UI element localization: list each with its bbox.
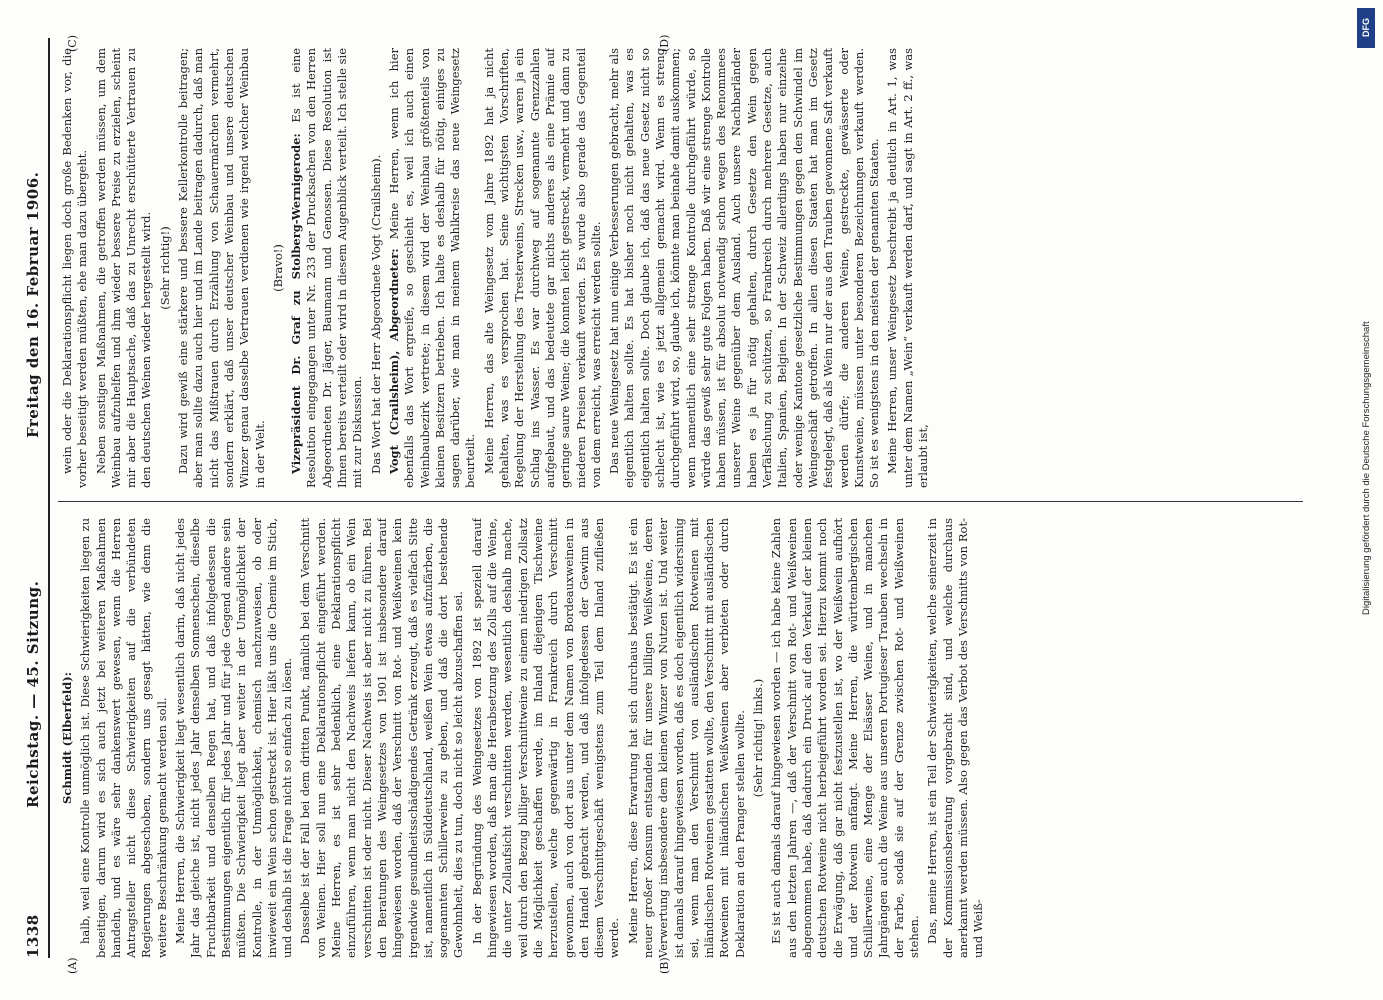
column-divider xyxy=(58,501,1303,502)
interjection: (Bravo!) xyxy=(270,244,285,292)
president-text-2: Das Wort hat der Herr Abgeordnete Vogt (Crailsheim). xyxy=(368,154,383,474)
paragraph: Dazu wird gewiß eine stärkere und bessere Kellerkontrolle beitragen; aber man sollte dazu auch hier und im Lande beitragen dadurch, daß man nicht das Mißtrauen durch Erzählung von Schauermärchen vermehrt, sondern erklärt, daß unser deutscher Weinbau und unsere deutschen Winzer genau dasselbe Vertrauen verdienen wie irgend welcher Weinbau in der Welt. xyxy=(176,48,267,488)
interjection: (Sehr richtig!) xyxy=(157,226,172,310)
session-title: Reichstag. — 45. Sitzung. xyxy=(24,580,42,808)
paragraph: Meine Herren, diese Erwartung hat sich durchaus bestätigt. Es ist ein neuer großer Konsum entstanden für unsere billigen Weißweine, deren Verwertung insbesondere dem kleinen Winzer von Nutzen ist. Und weiter ist damals darauf hingewiesen worden, daß es doch eigentlich widersinnig sei, wenn man den Verschnitt von ausländischen Rotweinen mit inländischen Rotweinen gestatten wollte, den Verschnitt mit ausländischen Rotweinen mit inländischen Weißweinen aber verbieten oder durch Deklaration an den Pranger stellen wollte. xyxy=(625,518,747,958)
header-rule xyxy=(48,38,50,958)
paragraph: halb, weil eine Kontrolle unmöglich ist. Diese Schwierigkeiten liegen zu beseitigen, darum wird es sich auch jetzt bei weiteren Maßnahmen handeln, und es wäre sehr dankenswert gewesen, wenn die Herren Antragsteller nicht diese Schwierigkeiten auf die verbündeten Regierungen abgeschoben, sondern uns gesagt hätten, wie denn die weitere Beschränkung gemacht werden soll. xyxy=(78,518,169,958)
margin-marker-d: (D) xyxy=(658,34,671,52)
right-column xyxy=(60,48,1300,488)
paragraph: Meine Herren, das alte Weingesetz vom Jahre 1892 hat ja nicht gehalten, was es versprochen hat. Seine wichtigsten Vorschriften, Regelung der Herstellung des Tresterweins, Strecken usw., waren ja ein Schlag ins Wasser. Es war durchweg auf sogenannte Grenzzahlen aufgebaut, und das bedeutete gar nichts anderes als eine Prämie auf geringe saure Weine; die konnten leicht gestreckt, vermehrt und dann zu niederen Preisen verkauft werden. Es wurde also gerade das Gegenteil von dem erreicht, was erreicht werden sollte. xyxy=(481,48,603,488)
paragraph: Meine Herren, unser Weingesetz beschreibt ja deutlich in Art. 1, was unter dem Namen „Wein“ verkauft werden darf, und sagt in Art. 2 ff., was erlaubt ist, xyxy=(885,48,931,488)
interjection: (Sehr richtig! links.) xyxy=(751,678,766,798)
paragraph: Meine Herren, die Schwierigkeit liegt wesentlich darin, daß nicht jedes Jahr das gleiche ist, nicht jedes Jahr denselben Sonnenschein, dieselbe Fruchtbarkeit und denselben Regen hat, und daß infolgedessen die Bestimmungen eigentlich für jedes Jahr und für jede Gegend andere sein müßten. Die Schwierigkeit liegt aber weiter in der Unmöglichkeit der Kontrolle, in der Unmöglichkeit, chemisch nachzuweisen, ob oder inwieweit ein Wein schon gestreckt ist. Hier läßt uns die Chemie im Stich, und deshalb ist die Frage nicht so einfach zu lösen. xyxy=(173,518,295,958)
rotated-page-content xyxy=(18,34,1308,974)
dfg-logo: DFG xyxy=(1357,8,1375,48)
margin-marker-a: (A) xyxy=(66,957,79,974)
paragraph: In der Begründung des Weingesetzes von 1892 ist speziell darauf hingewiesen worden, daß man die Herabsetzung des Zolls auf die Weine, die unter Zollaufsicht verschnitten werden, wesentlich deshalb mache, weil durch den Bezug billiger Verschnittweine zu einem niedrigen Zollsatz die Möglichkeit geschaffen werde, im Inland diejenigen Tischweine herzustellen, welche gegenwärtig in Frankreich durch Verschnitt gewonnen, auch von dort aus unter dem Namen von Bordeauxweinen in den Handel gebracht werden, und daß infolgedessen der Gewinn aus diesem Verschnittgeschäft wenigstens zum Teil dem Inland zufließen werde. xyxy=(469,518,622,958)
page-header xyxy=(18,38,58,958)
president-text: Es ist eine Resolution eingegangen unter Nr. 233 der Drucksachen von den Herren Abgeordneten Dr. Jäger, Baumann und Genossen. Diese Resolution ist Ihnen bereits verteilt oder wird in diesem Augenblick verteilt. Ich stelle sie mit zur Diskussion. xyxy=(289,48,365,488)
paragraph: Meine Herren, wenn ich hier ebenfalls das Wort ergreife, so geschieht es, weil ich auch einen Weinbaubezirk vertrete; in diesem wird der Weinbau größtenteils von kleinen Besitzern betrieben. Ich halte es deshalb für nötig, einiges zu sagen darüber, wie man in meinem Wahlkreise das neue Weingesetz beurteilt. xyxy=(386,48,478,488)
paragraph: Das neue Weingesetz hat nun einige Verbesserungen gebracht, mehr als eigentlich halten sollte. Es hat bisher noch nicht gehalten, was es eigentlich halten sollte. Doch glaube ich, daß das neue Gesetz nicht so schlecht ist, wie es jetzt allgemein gemacht wird. Wenn es streng durchgeführt wird, so, glaube ich, könnte man beinahe damit auskommen; wenn namentlich eine sehr strenge Kontrolle durchgeführt würde, so würde das gewiß sehr gute Folgen haben. Daß wir eine strenge Kontrolle haben müssen, ist für absolut notwendig schon wegen des Renommees unserer Weine gegenüber dem Ausland. Auch unsere Nachbarländer haben es ja für nötig gehalten, durch Gesetze den Wein gegen Verfälschung zu schützen, so Frankreich durch mehrere Gesetze, auch Italien, Spanien, Belgien. In der Schweiz allerdings haben nur einzelne oder wenige Kantone gesetzliche Bestimmungen gegen den Schwindel im Weingeschäft getroffen. In allen diesen Staaten hat man im Gesetz festgelegt, daß als Wein nur der aus den Trauben gewonnene Saft verkauft werden dürfe; die anderen Weine, gestreckte, gewässerte oder Kunstweine, müssen unter besonderen Bezeichnungen verkauft werden. So ist es wenigstens in den meisten der genannten Staaten. xyxy=(607,48,882,488)
paragraph: Das, meine Herren, ist ein Teil der Schwierigkeiten, welche seinerzeit in der Kommissionsberatung vorgebracht sind, und welche durchaus anerkannt werden müssen. Also gegen das Verbot des Verschnitts von Rot- und Weiß- xyxy=(925,518,986,958)
margin-marker-b: (B) xyxy=(658,957,671,974)
left-column xyxy=(60,518,1300,958)
digitization-credit: Digitalisierung gefördert durch die Deutsche Forschungsgemeinschaft xyxy=(1361,321,1372,615)
paragraph: Neben sonstigen Maßnahmen, die getroffen werden müssen, um dem Weinbau aufzuhelfen und ihm wieder bessere Preise zu erzielen, scheint mir aber die Hauptsache, daß das zu Unrecht erschütterte Vertrauen zu den deutschen Weinen wieder hergestellt wird. xyxy=(93,48,154,488)
speaker-label-vogt: Vogt (Crailsheim), Abgeordneter: xyxy=(386,248,401,474)
paragraph: Es ist auch damals darauf hingewiesen worden — ich habe keine Zahlen aus den letzten Jahren —, daß der Verschnitt von Rot- und Weißweinen abgenommen habe, daß dadurch ein Druck auf den Verkauf der kleinen deutschen Rotweine nicht herbeigeführt worden sei. Hierzu kommt noch die Erwägung, daß gar nicht festzustellen ist, wo der Weißwein aufhört und der Rotwein anfängt. Meine Herren, die württembergischen Schillerweine, eine Menge der Elsässer Weine, und in manchen Jahrgängen auch die Weine aus unseren Portugieser Trauben wechseln in der Farbe, sodaß sie auf der Grenze zwischen Rot- und Weißweinen stehen. xyxy=(769,518,922,958)
page-number: 1338 xyxy=(24,914,42,958)
margin-marker-c: (C) xyxy=(66,35,79,52)
session-date: Freitag den 16. Februar 1906. xyxy=(24,171,42,438)
paragraph: Dasselbe ist der Fall bei dem dritten Punkt, nämlich bei dem Verschnitt von Weinen. Hier soll nun eine Deklarationspflicht eingeführt werden. Meine Herren, es ist sehr bedenklich, eine Deklarationspflicht einzuführen, wenn man nicht den Nachweis liefern kann, ob ein Wein verschnitten ist oder nicht. Dieser Nachweis ist aber nicht zu führen. Bei den Beratungen des Weingesetzes von 1901 ist insbesondere darauf hingewiesen worden, daß der Verschnitt von Rot- und Weißweinen kein irgendwie gesundheitsschädigendes Getränk erzeugt, daß es vielfach Sitte ist, namentlich in Süddeutschland, weißen Wein etwas aufzufärben, die sogenannten Schillerweine zu geben, und daß die dort bestehende Gewohnheit, dies zu tun, doch nicht so leicht abzuschaffen sei. xyxy=(298,518,466,958)
president-label: Vizepräsident Dr. Graf zu Stolberg-Wernigerode: xyxy=(289,133,304,474)
speaker-continuation: Schmidt (Elberfeld): xyxy=(60,672,74,804)
paragraph: wein oder die Deklarationspflicht liegen doch große Bedenken vor, die vorher beseitigt werden müßten, ehe man dazu übergeht. xyxy=(60,48,90,488)
